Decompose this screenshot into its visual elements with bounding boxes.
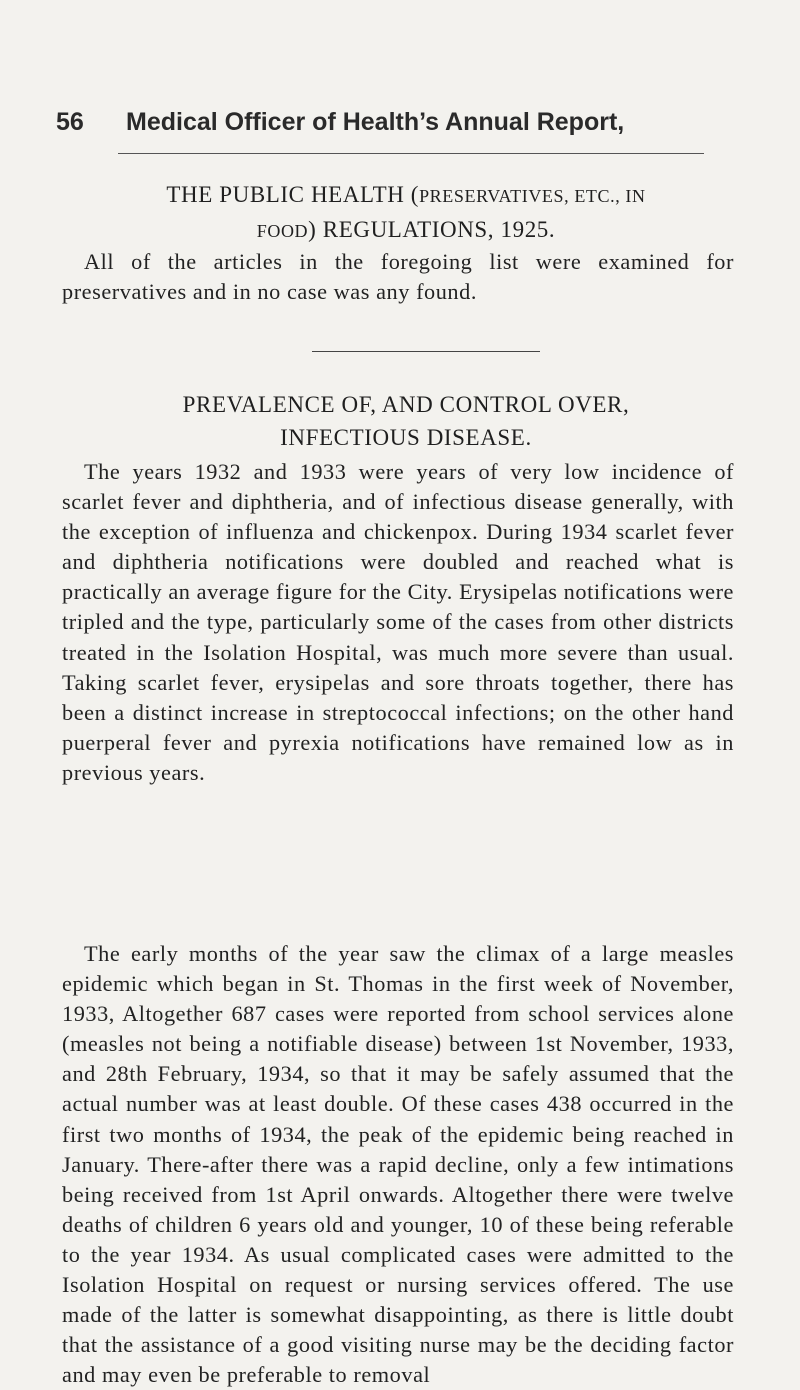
section-divider (312, 351, 540, 352)
heading-smallcaps: FOOD (256, 221, 309, 241)
infectious-disease-heading (56, 388, 756, 454)
preservatives-heading-line-1 (56, 178, 756, 213)
heading-text: ) REGULATIONS, 1925. (308, 217, 556, 242)
paragraph: The early months of the year saw the climax of a large measles epidemic which began in St. Thomas in the first week of November, 1933, Altogether 687 cases were reported from school services alone (measles not being a notifiable disease) between 1st November, 1933, and 28th February, 1934, so that it may be safely assumed that the actual number was at least double. Of these cases 438 occurred in the first two months of 1934, the peak of the epidemic being reached in January. There-after there was a rapid decline, only a few intimations being received from 1st April onwards. Altogether there were twelve deaths of children 6 years old and younger, 10 of these being referable to the year 1934. As usual complicated cases were admitted to the Isolation Hospital on request or nursing services offered. The use made of the latter is somewhat disappointing, as there is little doubt that the assistance of a good visiting nurse may be the deciding factor and may even be preferable to removal (62, 941, 734, 1388)
report-title: Medical Officer of Health’s Annual Report, (126, 108, 625, 136)
paragraph: All of the articles in the foregoing list were examined for preservatives and in no case was any found. (62, 249, 734, 305)
page-number: 56 (56, 108, 84, 136)
preservatives-heading-line-2 (56, 213, 756, 248)
paragraph: The years 1932 and 1933 were years of very low incidence of scarlet fever and diphtheria, and of infectious disease generally, with the exception of influenza and chickenpox. During 1934 scarlet fever and diphtheria notifications were doubled and reached what is practically an average figure for the City. Erysipelas notifications were tripled and the type, particularly some of the cases from other districts treated in the Isolation Hospital, was much more severe than usual. Taking scarlet fever, erysipelas and sore throats together, there has been a distinct increase in streptococcal infections; on the other hand puerperal fever and pyrexia notifications have remained low as in previous years. (62, 459, 734, 785)
infectious-disease-heading-line-2: INFECTIOUS DISEASE. (280, 425, 532, 450)
infectious-disease-heading-line-1: PREVALENCE OF, AND CONTROL OVER, (182, 392, 630, 417)
running-header (56, 108, 706, 148)
measles-paragraph (62, 939, 734, 1390)
incidence-paragraph (62, 457, 734, 788)
preservatives-paragraph (62, 247, 734, 307)
header-rule (118, 153, 704, 154)
preservatives-heading (56, 178, 756, 248)
heading-text: THE PUBLIC HEALTH ( (166, 182, 420, 207)
heading-smallcaps: PRESERVATIVES, ETC., IN (419, 186, 646, 206)
